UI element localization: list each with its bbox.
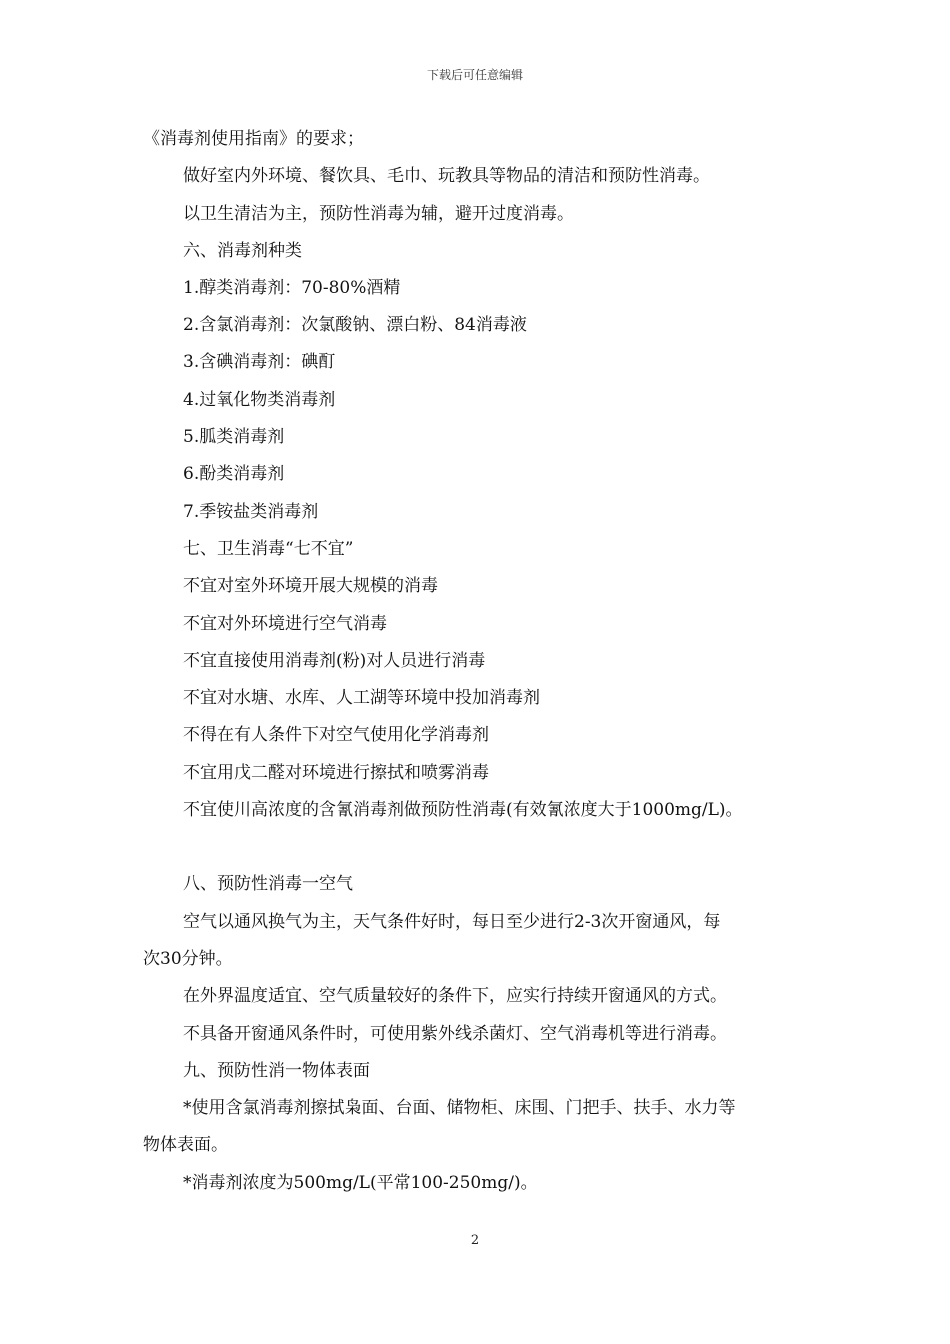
page-number: 2 xyxy=(470,1233,480,1248)
list-item: 3.含碘消毒剂：碘酊 xyxy=(183,352,336,372)
paragraph-line: 不具备开窗通风条件时，可使用紫外线杀菌灯、空气消毒机等进行消毒。 xyxy=(183,1024,727,1044)
list-item: 1.醇类消毒剂：70-80%酒精 xyxy=(183,278,401,298)
paragraph-line: *消毒剂浓度为500mg/L(平常100-250mg/)。 xyxy=(183,1173,538,1193)
list-item: 不宜用戊二醛对环境进行擦拭和喷雾消毒 xyxy=(183,763,489,783)
list-item: 不宜对水塘、水库、人工湖等环境中投加消毒剂 xyxy=(183,688,540,708)
list-item: 不得在有人条件下对空气使用化学消毒剂 xyxy=(183,725,489,745)
list-item: 不宜对室外环境开展大规模的消毒 xyxy=(183,576,438,596)
list-item: 不宜对外环境进行空气消毒 xyxy=(183,614,387,634)
page-header: 下载后可任意编辑 xyxy=(426,68,523,82)
paragraph-line: 次30分钟。 xyxy=(143,949,233,969)
section-heading: 七、卫生消毒“七不宜” xyxy=(183,539,354,559)
list-item: 不宜直接使用消毒剂(粉)对人员进行消毒 xyxy=(183,651,486,671)
paragraph-line: *使用含氯消毒剂擦拭枭面、台面、储物柜、床围、门把手、扶手、水力等 xyxy=(183,1098,736,1118)
list-item: 6.酚类消毒剂 xyxy=(183,464,285,484)
section-heading: 六、消毒剂种类 xyxy=(183,241,302,261)
list-item: 2.含氯消毒剂：次氯酸钠、漂白粉、84消毒液 xyxy=(183,315,527,335)
paragraph-line: 以卫生清洁为主，预防性消毒为辅，避开过度消毒。 xyxy=(183,204,574,224)
paragraph-line: 空气以通风换气为主，天气条件好时，每日至少进行2-3次开窗通风，每 xyxy=(183,912,721,932)
paragraph-line: 做好室内外环境、餐饮具、毛巾、玩教具等物品的清洁和预防性消毒。 xyxy=(183,166,710,186)
list-item: 4.过氧化物类消毒剂 xyxy=(183,390,336,410)
paragraph-line: 在外界温度适宜、空气质量较好的条件下，应实行持续开窗通风的方式。 xyxy=(183,986,727,1006)
section-heading: 八、预防性消毒一空气 xyxy=(183,874,353,894)
list-item: 5.胍类消毒剂 xyxy=(183,427,285,447)
section-heading: 九、预防性消一物体表面 xyxy=(183,1061,370,1081)
list-item: 7.季铵盐类消毒剂 xyxy=(183,502,319,522)
list-item: 不宜使川高浓度的含氰消毒剂做预防性消毒(有效氰浓度大于1000mg/L)。 xyxy=(183,800,743,820)
paragraph-line: 物体表面。 xyxy=(143,1135,228,1155)
paragraph-line: 《消毒剂使用指南》的要求； xyxy=(143,129,364,149)
